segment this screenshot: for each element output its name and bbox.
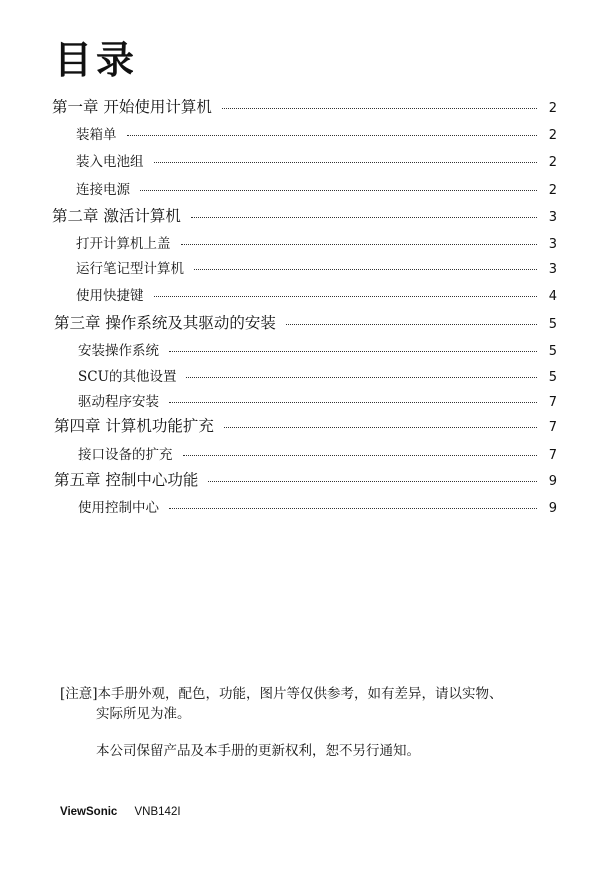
toc-label: 驱动程序安装	[78, 394, 159, 410]
toc-label: 装入电池组	[76, 154, 144, 170]
toc-label: 连接电源	[76, 182, 130, 198]
toc-section-hotkeys[interactable]	[76, 284, 557, 304]
toc-section-power[interactable]	[76, 178, 557, 198]
toc-page-number: 3	[548, 237, 557, 252]
toc-label: 第三章 操作系统及其驱动的安装	[54, 314, 276, 332]
toc-page-number: 5	[548, 317, 557, 332]
toc-section-drivers[interactable]	[78, 390, 557, 410]
toc-chapter-5[interactable]	[54, 468, 557, 490]
dot-leader	[169, 402, 537, 403]
toc-page-number: 7	[548, 448, 557, 463]
notice-line-1: [注意]本手册外观，配色，功能，图片等仅供参考，如有差异，请以实物、	[60, 686, 503, 702]
toc-section-control-center[interactable]	[78, 496, 557, 516]
toc-section-battery[interactable]	[76, 150, 557, 170]
dot-leader	[286, 324, 537, 325]
toc-page-number: 5	[548, 344, 557, 359]
toc-page-number: 2	[548, 183, 557, 198]
toc-label: 使用控制中心	[78, 500, 159, 516]
toc-section-run-notebook[interactable]	[76, 257, 557, 277]
dot-leader	[208, 481, 537, 482]
dot-leader	[169, 351, 537, 352]
toc-chapter-4[interactable]	[54, 414, 557, 436]
toc-section-scu-settings[interactable]	[78, 365, 557, 385]
model-number: VNB142I	[134, 806, 181, 818]
footer	[60, 806, 181, 818]
dot-leader	[224, 427, 537, 428]
toc-chapter-1[interactable]	[52, 95, 557, 117]
brand-name: ViewSonic	[60, 806, 118, 818]
toc-chapter-2[interactable]	[52, 204, 557, 226]
toc-page-number: 3	[548, 210, 557, 225]
dot-leader	[186, 377, 537, 378]
toc-label: 装箱单	[76, 127, 117, 143]
toc-page-number: 2	[548, 128, 557, 143]
toc-label: 第五章 控制中心功能	[54, 471, 199, 489]
dot-leader	[169, 508, 537, 509]
toc-label: 第二章 激活计算机	[52, 207, 181, 225]
toc-label: 第一章 开始使用计算机	[52, 98, 212, 116]
toc-page-number: 9	[548, 474, 557, 489]
toc-label: 使用快捷键	[76, 288, 144, 304]
toc-section-open-lid[interactable]	[76, 232, 557, 252]
dot-leader	[154, 296, 538, 297]
dot-leader	[140, 190, 537, 191]
dot-leader	[194, 269, 537, 270]
toc-page-number: 7	[548, 395, 557, 410]
toc-chapter-3[interactable]	[54, 311, 557, 333]
dot-leader	[191, 217, 537, 218]
toc-section-interface-devices[interactable]	[78, 443, 557, 463]
dot-leader	[183, 455, 538, 456]
notice-line-2: 实际所见为准。	[96, 706, 191, 722]
toc-section-install-os[interactable]	[78, 339, 557, 359]
toc-label: 运行笔记型计算机	[76, 261, 184, 277]
dot-leader	[154, 162, 538, 163]
toc-label: 打开计算机上盖	[76, 236, 171, 252]
toc-label: 第四章 计算机功能扩充	[54, 417, 214, 435]
toc-page-number: 7	[548, 420, 557, 435]
toc-section-packing-list[interactable]	[76, 123, 557, 143]
toc-page-number: 2	[548, 155, 557, 170]
dot-leader	[127, 135, 538, 136]
toc-page-number: 4	[548, 289, 557, 304]
toc-page-number: 5	[548, 370, 557, 385]
toc-label: SCU的其他设置	[78, 369, 177, 385]
toc-label: 安装操作系统	[78, 343, 159, 359]
toc-page-number: 2	[548, 101, 557, 116]
dot-leader	[181, 244, 538, 245]
toc-page-number: 9	[548, 501, 557, 516]
toc-label: 接口设备的扩充	[78, 447, 173, 463]
notice-line-3: 本公司保留产品及本手册的更新权利，恕不另行通知。	[96, 743, 420, 759]
toc-page-number: 3	[548, 262, 557, 277]
dot-leader	[222, 108, 537, 109]
page-title: 目录	[54, 38, 139, 82]
